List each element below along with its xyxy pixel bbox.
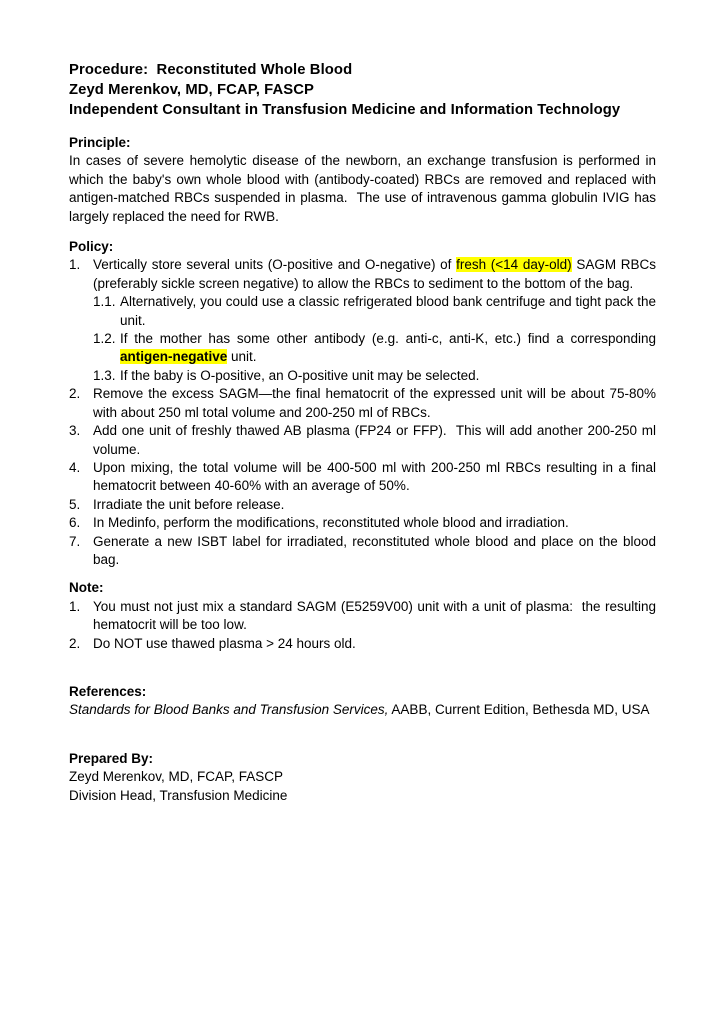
policy-item-1-text-post: SAGM RBCs (preferably sickle screen negative) to allow the RBCs to sediment to the bottom of the bag. [93, 257, 657, 291]
policy-item-1-2-text-post: unit. [227, 349, 257, 365]
policy-item-1 [69, 256, 656, 293]
policy-item-1-3 [93, 367, 656, 385]
note-item-1-number: 1. [69, 598, 81, 614]
document-author: Zeyd Merenkov, MD, FCAP, FASCP [69, 82, 315, 98]
policy-item-2-text: Remove the excess SAGM—the final hematocrit of the expressed unit will be about 75-80% with about 250 ml total volume and 200-250 ml of RBCs. [93, 386, 656, 420]
policy-item-6-text: In Medinfo, perform the modifications, reconstituted whole blood and irradiation. [93, 515, 569, 531]
policy-item-5 [69, 496, 656, 514]
principle-section [69, 134, 656, 226]
policy-item-1-highlight: fresh (<14 day-old) [456, 257, 572, 273]
policy-heading: Policy: [69, 239, 114, 255]
document-header [69, 60, 656, 120]
principle-heading: Principle: [69, 135, 131, 150]
policy-item-6-number: 6. [69, 515, 81, 531]
references-body [69, 701, 656, 719]
note-section [69, 579, 656, 653]
policy-item-7 [69, 533, 656, 570]
policy-item-1-1-number: 1.1. [93, 294, 116, 310]
policy-item-6 [69, 514, 656, 532]
policy-item-1-2-highlight: antigen-negative [120, 349, 228, 365]
policy-item-1-3-text: If the baby is O-positive, an O-positive unit may be selected. [120, 367, 480, 383]
policy-item-1-2 [93, 330, 656, 367]
principle-body: In cases of severe hemolytic disease of the newborn, an exchange transfusion is performed in which the baby's own whole blood with (antibody-coated) RBCs are removed and replaced with antigen-matched RBCs suspended in plasma. The use of intravenous gamma globulin IVIG has largely replaced the need for RWB. [69, 153, 656, 224]
policy-item-1-text-pre: Vertically store several units (O-positive and O-negative) of [93, 257, 457, 273]
policy-item-3-number: 3. [69, 423, 81, 439]
note-item-2 [69, 635, 656, 653]
document-author-role: Independent Consultant in Transfusion Medicine and Information Technology [69, 102, 621, 118]
policy-item-1-3-number: 1.3. [93, 367, 116, 383]
prepared-by-heading: Prepared By: [69, 750, 154, 766]
policy-item-5-text: Irradiate the unit before release. [93, 496, 285, 512]
policy-item-1-1-text: Alternatively, you could use a classic refrigerated blood bank centrifuge and tight pack the unit. [120, 294, 656, 328]
policy-item-1-2-text-pre: If the mother has some other antibody (e.g. anti-c, anti-K, etc.) find a corresponding [120, 331, 656, 347]
policy-item-1-1 [93, 293, 656, 330]
policy-item-4-number: 4. [69, 459, 81, 475]
note-item-1-text: You must not just mix a standard SAGM (E5259V00) unit with a unit of plasma: the resulting hematocrit will be too low. [93, 598, 656, 633]
policy-item-3 [69, 422, 656, 459]
policy-section [69, 238, 656, 569]
references-section [69, 683, 656, 720]
policy-item-2 [69, 385, 656, 422]
prepared-by-name: Zeyd Merenkov, MD, FCAP, FASCP [69, 769, 284, 785]
policy-item-1-number: 1. [69, 257, 81, 273]
note-item-2-text: Do NOT use thawed plasma > 24 hours old. [93, 635, 356, 651]
policy-item-1-2-number: 1.2. [93, 331, 116, 347]
note-item-2-number: 2. [69, 635, 81, 651]
document-title: Procedure: Reconstituted Whole Blood [69, 62, 353, 78]
policy-item-3-text: Add one unit of freshly thawed AB plasma (FP24 or FFP). This will add another 200-250 ml volume. [93, 423, 656, 457]
prepared-by-title: Division Head, Transfusion Medicine [69, 787, 288, 803]
policy-item-7-text: Generate a new ISBT label for irradiated, reconstituted whole blood and place on the blood bag. [93, 533, 656, 567]
note-item-1 [69, 598, 656, 635]
prepared-by-section [69, 750, 656, 805]
policy-item-2-number: 2. [69, 386, 81, 402]
references-heading: References: [69, 683, 147, 699]
references-citation-italic: Standards for Blood Banks and Transfusion Services, [69, 702, 389, 718]
policy-item-7-number: 7. [69, 533, 81, 549]
policy-item-4-text: Upon mixing, the total volume will be 400-500 ml with 200-250 ml RBCs resulting in a final hematocrit between 40-60% with an average of 50%. [93, 459, 656, 494]
policy-item-5-number: 5. [69, 496, 81, 512]
references-citation-regular: AABB, Current Edition, Bethesda MD, USA [388, 702, 650, 718]
policy-item-4 [69, 459, 656, 496]
note-heading: Note: [69, 580, 104, 596]
